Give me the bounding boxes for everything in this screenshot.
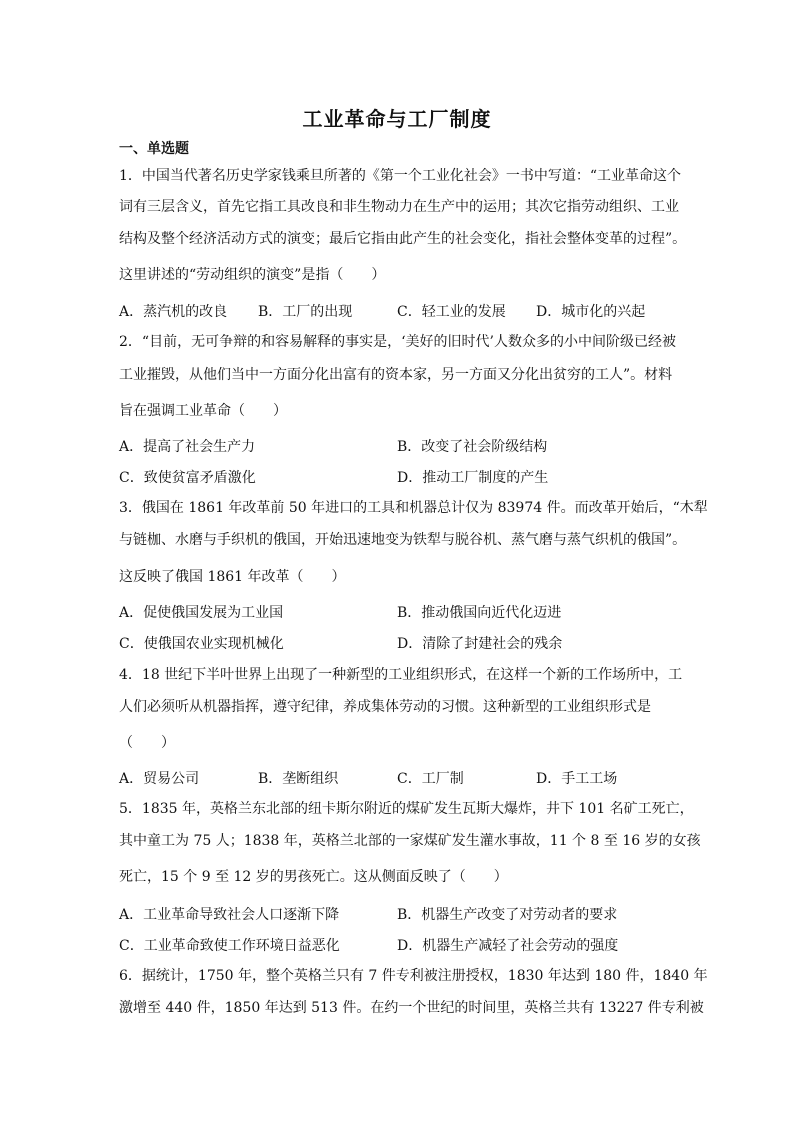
q4-line-1: 4．18 世纪下半叶世界上出现了一种新型的工业组织形式，在这样一个新的工作场所中，工 — [119, 667, 683, 683]
q2-option-b[interactable]: B．改变了社会阶级结构 — [397, 439, 548, 455]
q4-option-d[interactable]: D．手工工场 — [536, 771, 618, 787]
q6-line-1: 6．据统计，1750 年，整个英格兰只有 7 件专利被注册授权，1830 年达到 180 件，1840 年 — [119, 968, 708, 984]
q3-line-1: 3．俄国在 1861 年改革前 50 年进口的工具和机器总计仅为 83974 件。而改革开始后，“木犁 — [119, 500, 708, 516]
q2-line-2: 工业摧毁，从他们当中一方面分化出富有的资本家，另一方面又分化出贫穷的工人”。材料 — [119, 367, 673, 383]
q5-option-a[interactable]: A．工业革命导致社会人口逐渐下降 — [119, 907, 340, 923]
q4-line-3: （ ） — [119, 735, 175, 751]
page-title: 工业革命与工厂制度 — [302, 107, 492, 131]
q1-line-3: 结构及整个经济活动方式的演变；最后它指由此产生的社会变化，指社会整体变革的过程”。 — [119, 231, 687, 247]
q1-option-b[interactable]: B．工厂的出现 — [258, 304, 353, 320]
q1-option-d[interactable]: D．城市化的兴起 — [536, 304, 646, 320]
q1-line-2: 词有三层含义，首先它指工具改良和非生物动力在生产中的运用；其次它指劳动组织、工业 — [119, 199, 679, 215]
q3-option-a[interactable]: A．促使俄国发展为工业国 — [119, 605, 284, 621]
q2-option-d[interactable]: D．推动工厂制度的产生 — [397, 470, 549, 486]
q4-line-2: 人们必须听从机器指挥，遵守纪律，养成集体劳动的习惯。这种新型的工业组织形式是 — [119, 699, 651, 715]
q5-option-b[interactable]: B．机器生产改变了对劳动者的要求 — [397, 907, 618, 923]
q5-line-1: 5．1835 年，英格兰东北部的纽卡斯尔附近的煤矿发生瓦斯大爆炸，井下 101 名矿工死亡， — [119, 801, 694, 817]
q3-option-d[interactable]: D．清除了封建社会的残余 — [397, 636, 563, 652]
q1-line-1: 1．中国当代著名历史学家钱乘旦所著的《第一个工业化社会》一书中写道：“工业革命这个 — [119, 168, 682, 184]
q3-option-c[interactable]: C．使俄国农业实现机械化 — [119, 636, 284, 652]
q4-option-b[interactable]: B．垄断组织 — [258, 771, 339, 787]
q5-line-3: 死亡，15 个 9 至 12 岁的男孩死亡。这从侧面反映了（ ） — [119, 869, 508, 885]
q1-option-a[interactable]: A．蒸汽机的改良 — [119, 304, 228, 320]
q5-option-d[interactable]: D．机器生产减轻了社会劳动的强度 — [397, 938, 619, 954]
q3-line-2: 与链枷、水磨与手织机的俄国，开始迅速地变为铁犁与脱谷机、蒸气磨与蒸气织机的俄国”。 — [119, 532, 687, 548]
q3-option-b[interactable]: B．推动俄国向近代化迈进 — [397, 605, 562, 621]
q2-line-1: 2．“目前，无可争辩的和容易解释的事实是，‘美好的旧时代’人数众多的小中间阶级已经被 — [119, 334, 676, 350]
q2-option-c[interactable]: C．致使贫富矛盾激化 — [119, 470, 256, 486]
q4-option-a[interactable]: A．贸易公司 — [119, 771, 200, 787]
q1-line-4: 这里讲述的“劳动组织的演变”是指（ ） — [119, 267, 386, 283]
section-heading: 一、单选题 — [119, 141, 189, 157]
q4-option-c[interactable]: C．工厂制 — [397, 771, 464, 787]
q2-option-a[interactable]: A．提高了社会生产力 — [119, 439, 256, 455]
q5-option-c[interactable]: C．工业革命致使工作环境日益恶化 — [119, 938, 340, 954]
q6-line-2: 激增至 440 件，1850 年达到 513 件。在约一个世纪的时间里，英格兰共有 13227 件专利被 — [119, 1000, 704, 1016]
q1-option-c[interactable]: C．轻工业的发展 — [397, 304, 506, 320]
q5-line-2: 其中童工为 75 人；1838 年，英格兰北部的一家煤矿发生灌水事故，11 个 8 至 16 岁的女孩 — [119, 833, 701, 849]
q3-line-3: 这反映了俄国 1861 年改革（ ） — [119, 569, 346, 585]
q2-line-3: 旨在强调工业革命（ ） — [119, 403, 287, 419]
